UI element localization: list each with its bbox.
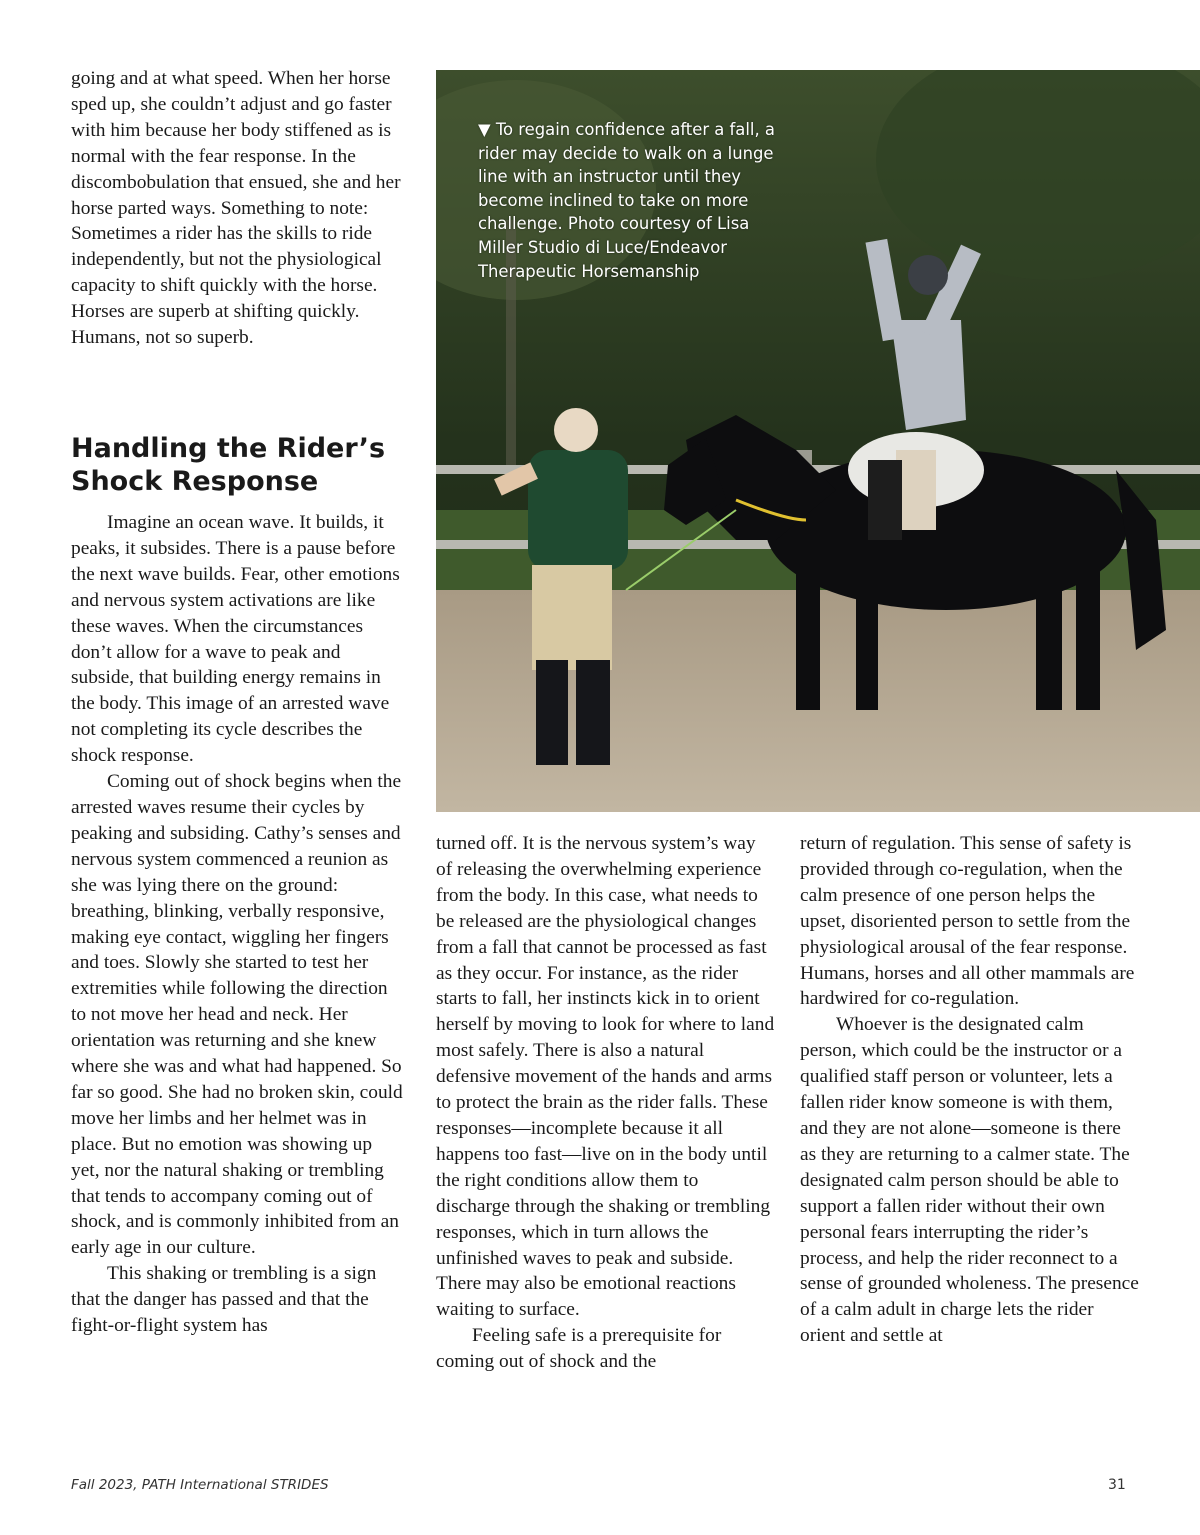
paragraph: Coming out of shock begins when the arrested waves resume their cycles by peaking and subsiding. Cathy’s senses and nervous system commenced a reunion as she was lying there on the ground: breathing, blinking, verbally responsive, making eye contact, wiggling her fingers and toes. Slowly she started to test her extremities while following the direction to not move her head and neck. Her orientation was returning and she knew where she was and what had happened. So far so good. She had no broken skin, could move her limbs and her helmet was in place. But no emotion was showing up yet, nor the natural shaking or trembling that tends to accompany coming out of shock, and is commonly inhibited from an early age in our culture. (71, 771, 403, 1259)
paragraph: turned off. It is the nervous system’s way of releasing the overwhelming experience from the body. In this case, what needs to be released are the physiological changes from a fall that cannot be processed as fast as they occur. For instance, as the rider starts to fall, her instincts kick in to orient herself by moving to look for where to land most safely. There is also a natural defensive movement of the hands and arms to protect the brain as the rider falls. These responses—incomplete because it all happens too fast—live on in the body until the right conditions allow them to discharge through the shaking or trembling responses, which in turn allows the unfinished waves to peak and subside. There may also be emotional reactions waiting to surface. (436, 833, 775, 1321)
page-number: 31 (1108, 1477, 1126, 1493)
section-heading: Handling the Rider’s Shock Response (71, 433, 386, 497)
column-1-top (71, 66, 405, 351)
paragraph: return of regulation. This sense of safety is provided through co-regulation, when the calm presence of one person helps the upset, disoriented person to settle from the physiological arousal of the fear response. Humans, horses and all other mammals are hardwired for co-regulation. (800, 833, 1135, 1010)
column-1-bottom (71, 510, 405, 1339)
footer-publication: Fall 2023, PATH International STRIDES (71, 1477, 329, 1493)
paragraph: going and at what speed. When her horse sped up, she couldn’t adjust and go faster with him because her body stiffened as is normal with the fear response. In the discombobulation that ensued, she and her horse parted ways. Something to note: Sometimes a rider has the skills to ride independently, but not the physiological capacity to shift quickly with the horse. Horses are superb at shifting quickly. Humans, not so superb. (71, 68, 401, 349)
horse-lesson-photo (436, 70, 1200, 812)
paragraph: Feeling safe is a prerequisite for coming out of shock and the (436, 1325, 722, 1373)
paragraph: Whoever is the designated calm person, which could be the instructor or a qualified staff person or volunteer, lets a fallen rider know someone is with them, and they are not alone—someone is there as they are returning to a calmer state. The designated calm person should be able to support a fallen rider without their own personal fears interrupting the rider’s process, and help the rider reconnect to a sense of grounded wholeness. The presence of a calm adult in charge lets the rider orient and settle at (800, 1014, 1139, 1347)
column-2 (436, 831, 776, 1375)
paragraph: Imagine an ocean wave. It builds, it peaks, it subsides. There is a pause before the next wave builds. Fear, other emotions and nervous system activations are like these waves. When the circumstances don’t allow for a wave to peak and subside, that building energy remains in the body. This image of an arrested wave not completing its cycle describes the shock response. (71, 512, 400, 767)
photo-caption: ▼ To regain confidence after a fall, a rider may decide to walk on a lunge line with an instructor until they become inclined to take on more challenge. Photo courtesy of Lisa Miller Studio di Luce/Endeavor Therapeutic Horsemanship (478, 120, 775, 281)
column-3 (800, 831, 1140, 1349)
paragraph: This shaking or trembling is a sign that the danger has passed and that the fight-or-flight system has (71, 1263, 377, 1337)
